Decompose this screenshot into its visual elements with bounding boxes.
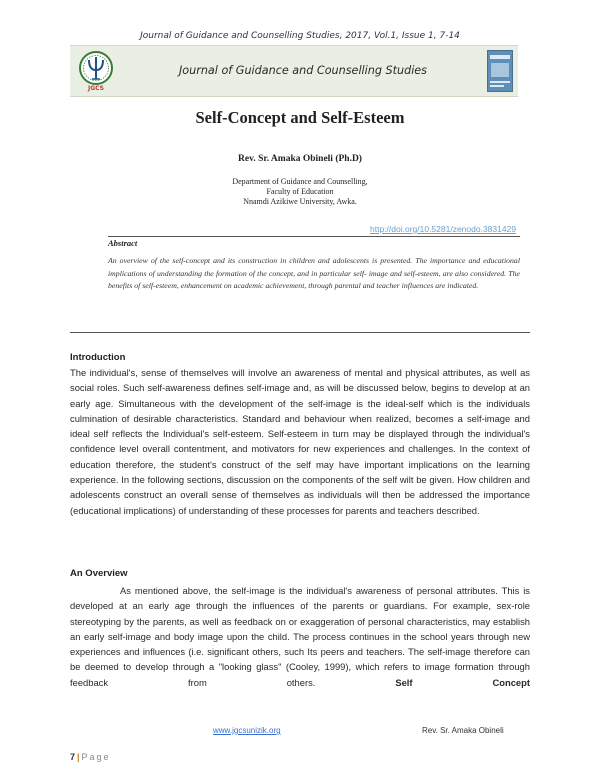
journal-banner: [70, 45, 518, 97]
page-separator: |: [77, 752, 80, 762]
journal-banner-title: Journal of Guidance and Counselling Studies: [179, 64, 428, 77]
journal-logo-icon: [76, 50, 116, 90]
footer-website-link[interactable]: www.jgcsunizik.org: [213, 726, 281, 735]
section-heading-overview: An Overview: [70, 568, 128, 579]
affiliation-line: Nnamdi Azikiwe University, Awka.: [243, 197, 357, 206]
affiliation-line: Department of Guidance and Counselling,: [232, 177, 368, 186]
abstract-heading: Abstract: [108, 238, 138, 248]
overview-paragraph-text: As mentioned above, the self-image is the individual's awareness of personal attributes. This is developed at an early age through the influences of the parents or guardians. For example, sex-role stereotyping by the parents, as well as feedback on or exaggeration of personal characteristics, may establish an early self-image and body image upon the child. The process continues in the school years through new experiences and influences (i.e. significant others, such Its peers and teachers. The self-image therefore can be deemed to develop through a "looking glass" (Cooley, 1999), which refers to image formation through feedback from others.: [70, 585, 530, 688]
author-name: Rev. Sr. Amaka Obineli (Ph.D): [238, 154, 362, 164]
section-heading-introduction: Introduction: [70, 352, 126, 363]
footer-author: Rev. Sr. Amaka Obineli: [422, 726, 504, 735]
page-number-value: 7: [70, 752, 76, 762]
page-label: Page: [81, 752, 111, 762]
abstract-text: An overview of the self-concept and its construction in children and adolescents is presented. The importance and educational implications of understanding the formation of the concept, and in particular self- image and self-esteem, are also considered. The benefits of self-esteem, enhancement on academic achievement, through parental and teacher influences are indicated.: [108, 256, 520, 291]
divider: [108, 236, 520, 237]
running-head: Journal of Guidance and Counselling Studies, 2017, Vol.1, Issue 1, 7-14: [140, 31, 460, 41]
page-number: [70, 752, 111, 762]
affiliation-line: Faculty of Education: [266, 187, 334, 196]
doi-link[interactable]: http://doi.org/10.5281/zenodo.3831429: [370, 224, 517, 234]
section-heading-self-concept: Self Concept: [395, 676, 530, 688]
divider: [70, 332, 530, 333]
introduction-paragraph: The individual's, sense of themselves will involve an awareness of mental and physical attributes, as well as social roles. Such self-awareness defines self-image and, as will be discussed below, begins to develop at an early age. Simultaneous with the development of the self-image is the ideal-self which is the individuals culmination of desirable characteristics. Standard and behaviour when realized, becomes a self-image and ideal self reflects the Individual's self-esteem. Self-esteem in turn may be displayed through the individual's confidence level overall contentment, and motivators for new experiences and challenges. In the context of education therefore, the student's construct of the self may have important implications on the learning experience. In the following sections, discussion on the components of the self wilt be given. How children and adolescents construct an overall sense of themselves as individuals will then be addressed the importance (educational implications) of understanding of these processes for parents and teachers described.: [70, 367, 530, 516]
journal-cover-thumbnail: [487, 50, 513, 92]
journal-logo-text: JGCS: [88, 85, 104, 92]
paper-title: Self-Concept and Self-Esteem: [195, 108, 405, 127]
overview-paragraph: [70, 583, 530, 690]
